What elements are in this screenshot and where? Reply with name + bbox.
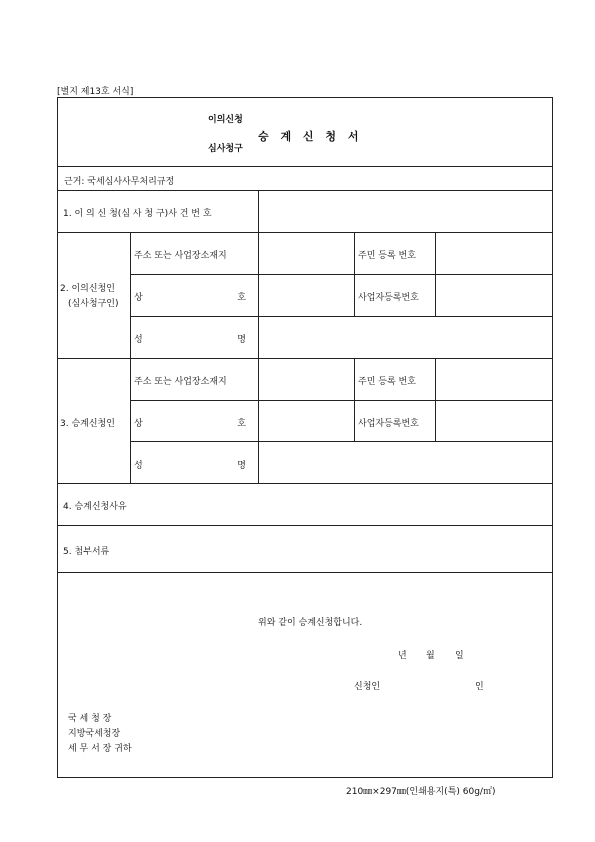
divider xyxy=(354,232,355,316)
date-year: 년 xyxy=(398,651,407,661)
address-field[interactable] xyxy=(262,362,350,396)
declaration-text: 위와 같이 승계신청합니다. xyxy=(258,618,363,628)
applicant-label: 2. 이의신청인 xyxy=(60,284,115,294)
form-code: [별지 제13호 서식] xyxy=(57,87,134,97)
name-label-a: 성 xyxy=(134,335,143,345)
business-number-label: 사업자등록번호 xyxy=(358,419,419,429)
divider xyxy=(58,483,552,484)
basis-text: 근거: 국세심사사무처리규정 xyxy=(64,177,175,187)
divider xyxy=(435,232,436,316)
name-label-b: 명 xyxy=(237,461,246,471)
recipient-district: 세 무 서 장 귀하 xyxy=(68,744,132,754)
divider xyxy=(58,166,552,167)
divider xyxy=(58,525,552,526)
trade-name-label-b: 호 xyxy=(237,293,246,303)
name-field[interactable] xyxy=(262,320,550,354)
resident-number-label: 주민 등록 번호 xyxy=(358,251,416,261)
divider xyxy=(354,358,355,441)
resident-number-label: 주민 등록 번호 xyxy=(358,377,416,387)
trade-name-label xyxy=(134,290,246,303)
paper-size-note: 210㎜×297㎜(인쇄용지(특) 60g/㎡) xyxy=(346,787,496,797)
divider xyxy=(435,358,436,441)
name-label-a: 성 xyxy=(134,461,143,471)
applicant-signature-label: 신청인 xyxy=(354,682,381,692)
name-label xyxy=(134,458,246,471)
address-label: 주소 또는 사업장소재지 xyxy=(134,251,227,261)
title-review: 심사청구 xyxy=(208,144,243,154)
address-field[interactable] xyxy=(262,236,350,270)
business-number-label: 사업자등록번호 xyxy=(358,293,419,303)
date-day: 일 xyxy=(455,651,464,661)
business-number-field[interactable] xyxy=(439,278,549,312)
trade-name-label-a: 상 xyxy=(134,419,143,429)
page-title: 승 계 신 청 서 xyxy=(258,130,363,143)
successor-label: 3. 승계신청인 xyxy=(60,419,115,429)
trade-name-field[interactable] xyxy=(262,404,350,438)
divider xyxy=(130,441,552,442)
name-label xyxy=(134,332,246,345)
divider xyxy=(58,232,552,233)
divider xyxy=(130,316,552,317)
divider xyxy=(258,232,259,483)
trade-name-label-b: 호 xyxy=(237,419,246,429)
recipient-regional: 지방국세청장 xyxy=(68,729,121,739)
case-number-label: 1. 이 의 신 청(심 사 청 구)사 건 번 호 xyxy=(63,209,212,219)
divider xyxy=(58,190,552,191)
date-month: 월 xyxy=(426,651,435,661)
name-label-b: 명 xyxy=(237,335,246,345)
divider xyxy=(130,232,131,483)
divider xyxy=(130,274,552,275)
title-objection: 이의신청 xyxy=(208,115,243,125)
address-label: 주소 또는 사업장소재지 xyxy=(134,377,227,387)
form-frame xyxy=(57,97,553,778)
reason-label: 4. 승계신청사유 xyxy=(63,502,127,512)
applicant-label-sub: (심사청구인) xyxy=(68,299,119,309)
divider xyxy=(130,400,552,401)
resident-number-field[interactable] xyxy=(439,362,549,396)
divider xyxy=(58,358,552,359)
trade-name-label xyxy=(134,416,246,429)
business-number-field[interactable] xyxy=(439,404,549,438)
seal-mark: 인 xyxy=(475,682,484,692)
divider xyxy=(258,190,259,232)
attachments-label: 5. 첨부서류 xyxy=(63,547,110,557)
divider xyxy=(58,572,552,573)
trade-name-label-a: 상 xyxy=(134,293,143,303)
resident-number-field[interactable] xyxy=(439,236,549,270)
case-number-field[interactable] xyxy=(262,194,550,228)
name-field[interactable] xyxy=(262,445,550,479)
recipient-nts: 국 세 청 장 xyxy=(68,714,112,724)
trade-name-field[interactable] xyxy=(262,278,350,312)
